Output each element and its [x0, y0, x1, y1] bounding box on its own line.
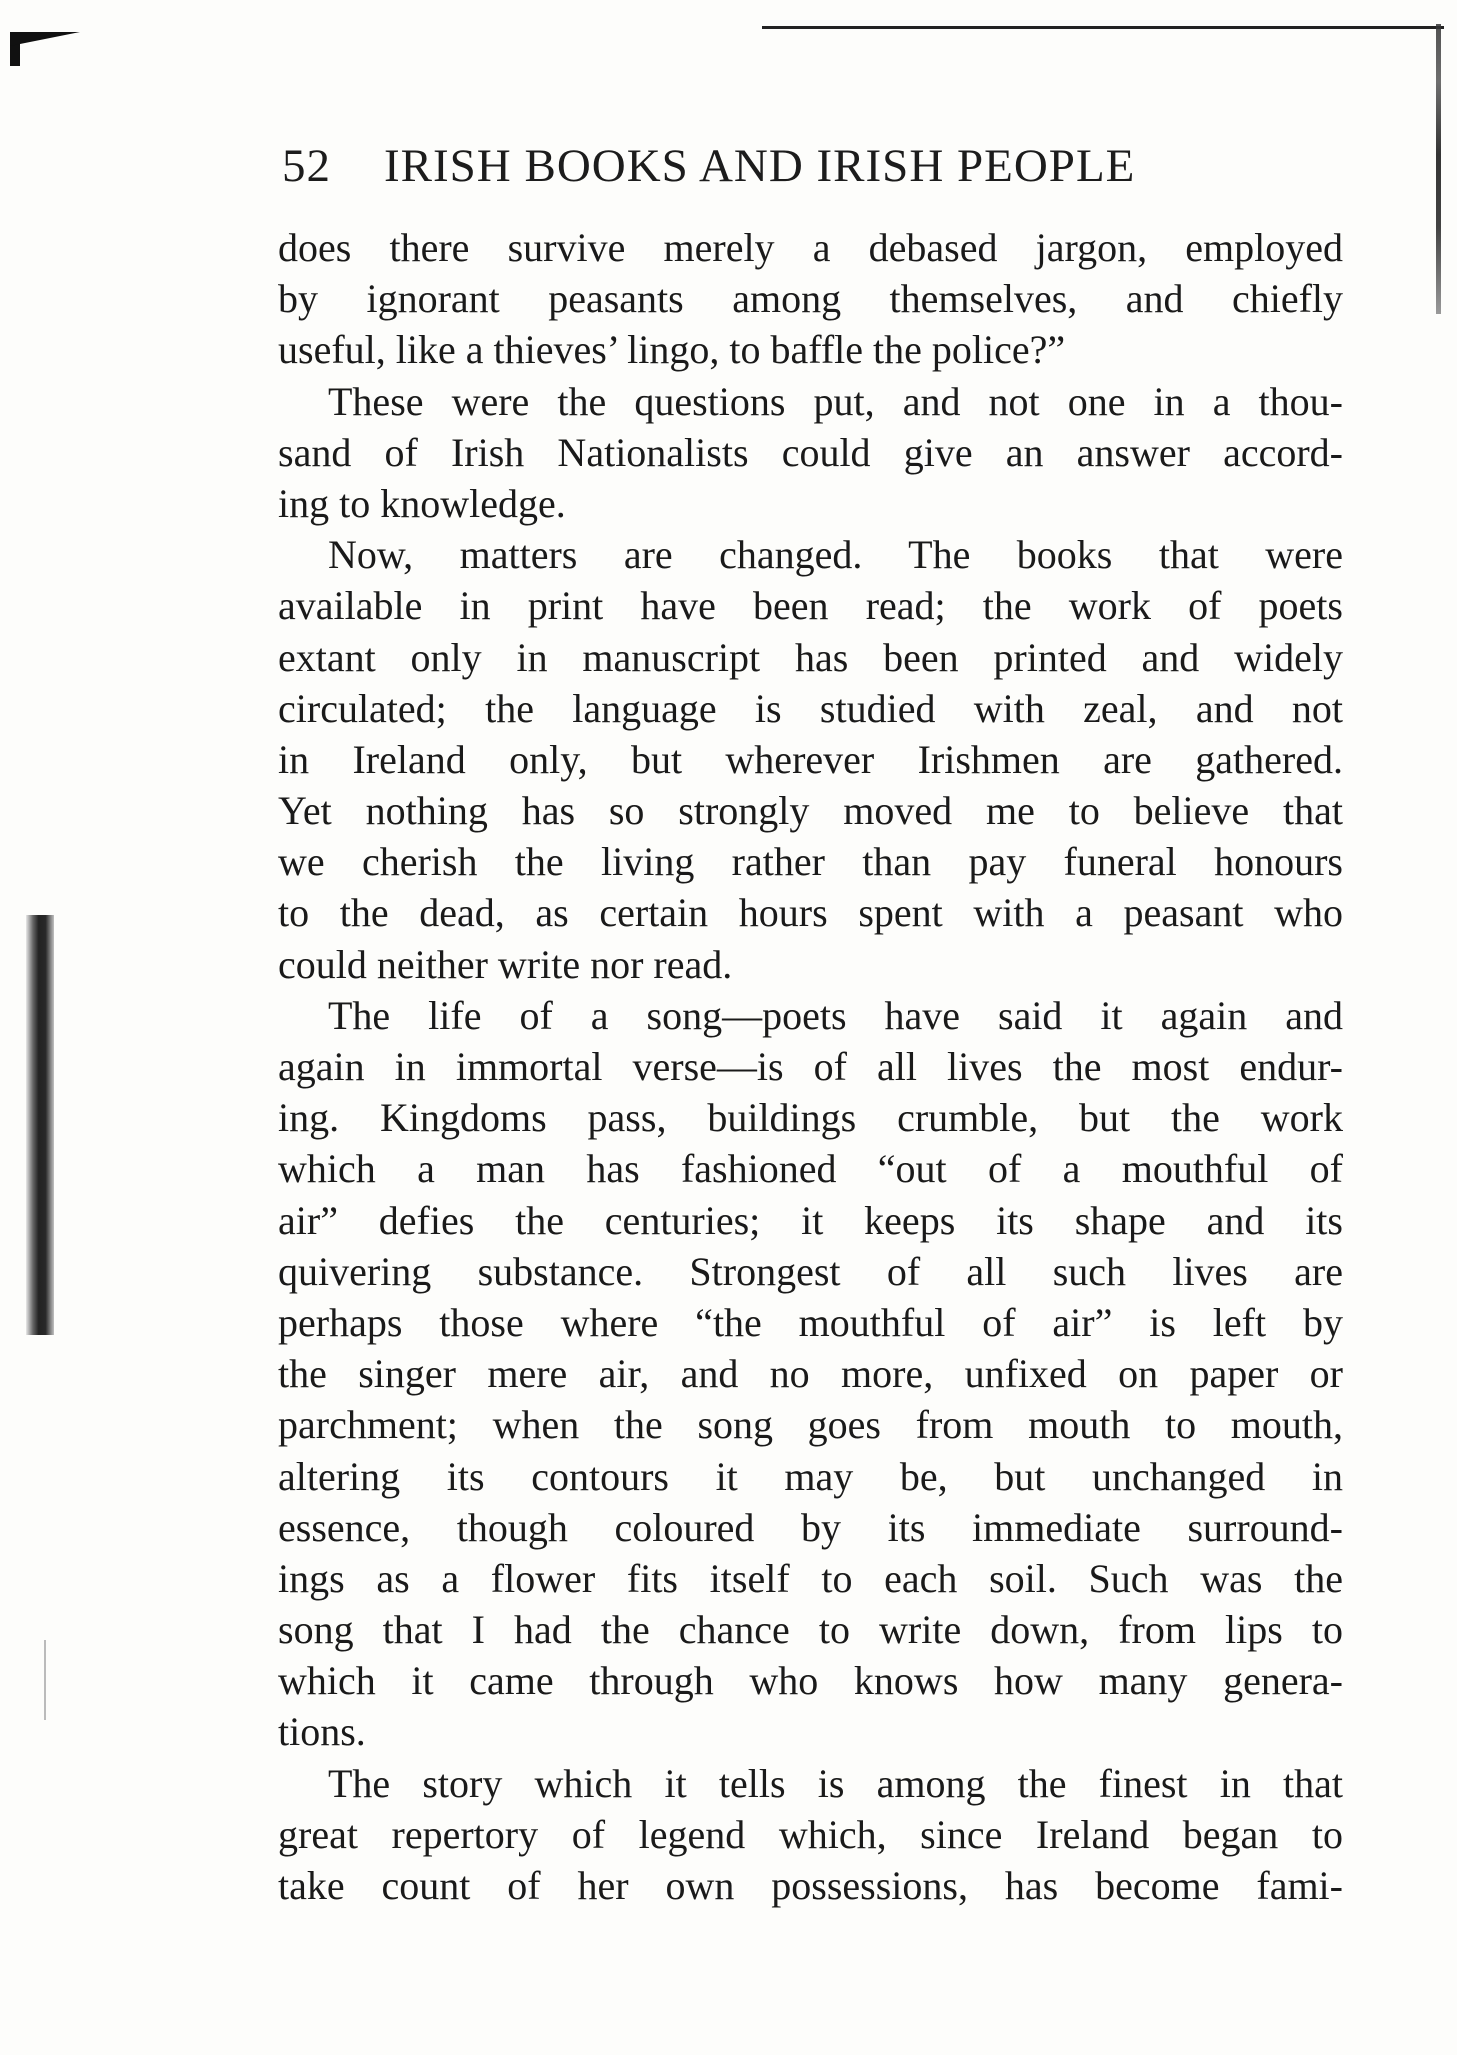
text-line: by ignorant peasants among themselves, and chiefly — [278, 276, 1343, 322]
text-line: sand of Irish Nationalists could give an answer accord- — [278, 429, 1343, 475]
text-line: useful, like a thieves’ lingo, to baffle the police?” — [278, 327, 1066, 373]
scan-right-edge — [1436, 24, 1441, 314]
text-line: in Ireland only, but wherever Irishmen are gathered. — [278, 736, 1343, 782]
text-line: altering its contours it may be, but unchanged in — [278, 1453, 1343, 1499]
text-line: again in immortal verse—is of all lives the most endur- — [278, 1044, 1343, 1089]
scan-left-speck — [44, 1640, 46, 1720]
text-line: essence, though coloured by its immediate surround- — [278, 1504, 1343, 1550]
page-number: 52 — [282, 140, 331, 192]
text-line: the singer mere air, and no more, unfixed on paper or — [278, 1351, 1343, 1397]
text-line: does there survive merely a debased jargon, employed — [278, 225, 1343, 270]
text-line: which it came through who knows how many genera- — [278, 1658, 1343, 1704]
text-line: song that I had the chance to write down, from lips to — [278, 1607, 1343, 1653]
text-line: extant only in manuscript has been printed and widely — [278, 634, 1343, 680]
text-line: ings as a flower fits itself to each soil. Such was the — [278, 1555, 1343, 1601]
text-line: The story which it tells is among the finest in that — [328, 1760, 1343, 1806]
text-line: take count of her own possessions, has become fami- — [278, 1863, 1343, 1908]
text-line: Yet nothing has so strongly moved me to believe that — [278, 788, 1343, 834]
text-line: tions. — [278, 1709, 366, 1755]
text-line: air” defies the centuries; it keeps its shape and its — [278, 1197, 1343, 1243]
text-line: we cherish the living rather than pay funeral honours — [278, 839, 1343, 885]
text-line: ing. Kingdoms pass, buildings crumble, but the work — [278, 1095, 1343, 1141]
text-line: These were the questions put, and not one in a thou- — [328, 378, 1343, 424]
text-line: ing to knowledge. — [278, 480, 566, 526]
text-line: quivering substance. Strongest of all such lives are — [278, 1248, 1343, 1294]
text-line: which a man has fashioned “out of a mouthful of — [278, 1146, 1343, 1192]
text-line: perhaps those where “the mouthful of air” is left by — [278, 1299, 1343, 1345]
running-title: IRISH BOOKS AND IRISH PEOPLE — [384, 140, 1136, 192]
text-line: available in print have been read; the work of poets — [278, 583, 1343, 629]
text-line: to the dead, as certain hours spent with a peasant who — [278, 890, 1343, 936]
running-head — [282, 138, 1342, 194]
scan-top-edge — [762, 26, 1444, 29]
scan-left-binding-shadow — [26, 915, 54, 1335]
text-line: could neither write nor read. — [278, 941, 733, 987]
text-line: Now, matters are changed. The books that were — [328, 532, 1343, 578]
body-text — [278, 222, 1343, 1911]
text-line: parchment; when the song goes from mouth to mouth, — [278, 1402, 1343, 1448]
scan-corner-flag — [10, 32, 80, 46]
text-line: great repertory of legend which, since Ireland began to — [278, 1811, 1343, 1857]
text-line: The life of a song—poets have said it again and — [328, 992, 1343, 1038]
text-line: circulated; the language is studied with zeal, and not — [278, 685, 1343, 731]
